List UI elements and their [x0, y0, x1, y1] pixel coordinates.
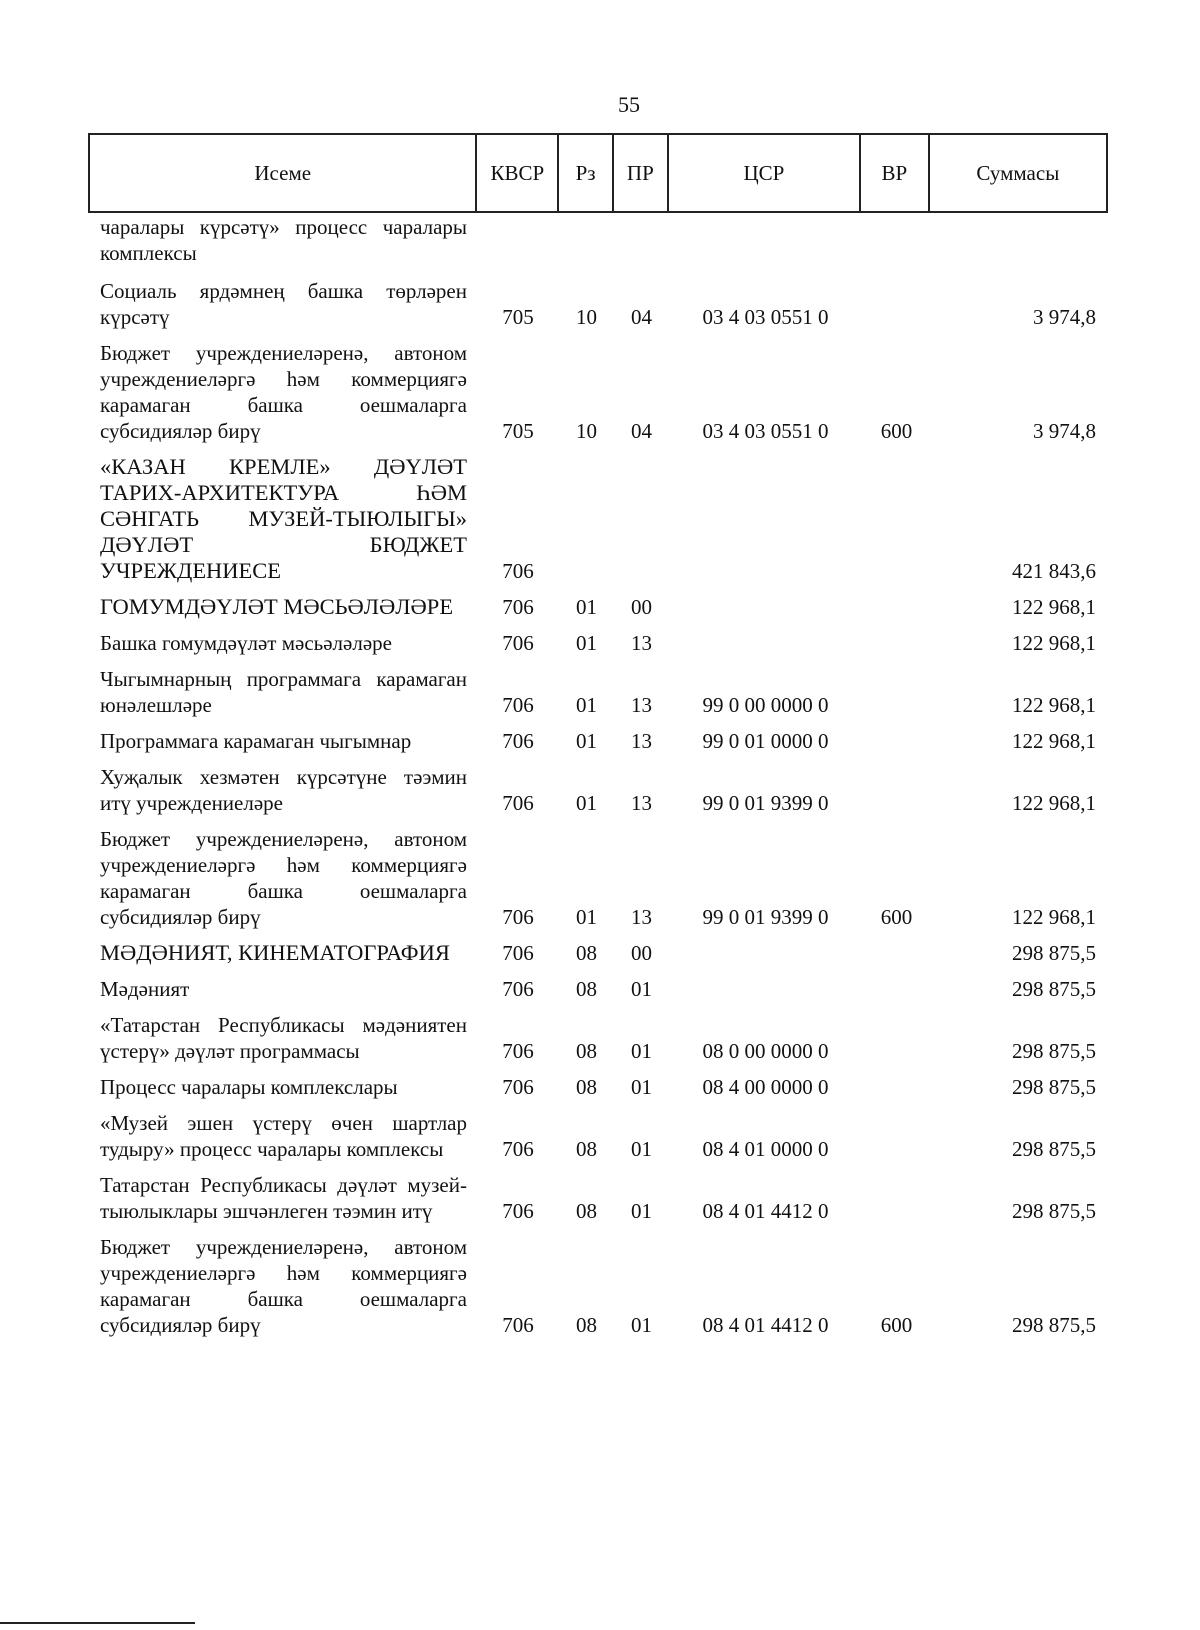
cell-name: «Музей эшен үстерү өчен шартлар тудыру» процесс чаралары комплексы — [100, 1111, 467, 1161]
cell-csr: 03 4 03 0551 0 — [702, 305, 829, 329]
cell-sum: 298 875,5 — [1012, 1313, 1096, 1337]
cell-name: Мәдәният — [100, 977, 190, 1001]
cell-rz: 08 — [576, 1137, 597, 1161]
cell-pr: 04 — [631, 419, 652, 443]
table-row — [88, 728, 1108, 754]
cell-csr: 08 0 00 0000 0 — [702, 1039, 829, 1063]
table-row — [88, 454, 1108, 584]
table-row — [88, 764, 1108, 816]
cell-kvsr: 706 — [502, 1313, 534, 1337]
cell-pr: 01 — [631, 977, 652, 1001]
table-row — [88, 630, 1108, 656]
cell-name: Процесс чаралары комплекслары — [100, 1075, 398, 1099]
table-row — [88, 1110, 1108, 1162]
cell-name: МӘДӘНИЯТ, КИНЕМАТОГРАФИЯ — [100, 940, 450, 965]
cell-rz: 08 — [576, 1039, 597, 1063]
table-row — [88, 976, 1108, 1002]
cell-pr: 01 — [631, 1137, 652, 1161]
cell-csr: 03 4 03 0551 0 — [702, 419, 829, 443]
header-kvsr: КВСР — [477, 135, 559, 211]
cell-name: «КАЗАН КРЕМЛЕ» ДӘҮЛӘТ ТАРИХ-АРХИТЕКТУРА ҺӘМ СӘНГАТЬ МУЗЕЙ-ТЫЮЛЫГЫ» ДӘҮЛӘТ БЮДЖЕТ УЧРЕЖДЕНИЕСЕ — [100, 454, 467, 583]
cell-pr: 13 — [631, 693, 652, 717]
cell-pr: 13 — [631, 791, 652, 815]
cell-pr: 04 — [631, 305, 652, 329]
cell-pr: 13 — [631, 631, 652, 655]
cell-rz: 01 — [576, 791, 597, 815]
table-header — [88, 133, 1108, 213]
cell-rz: 01 — [576, 905, 597, 929]
cell-vr: 600 — [880, 1313, 913, 1337]
cell-sum: 3 974,8 — [1033, 305, 1096, 329]
cell-name: Социаль ярдәмнең башка төрләрен күрсәтү — [100, 279, 467, 329]
cell-sum: 122 968,1 — [1012, 595, 1096, 619]
cell-rz: 08 — [576, 1313, 597, 1337]
cell-sum: 298 875,5 — [1012, 977, 1096, 1001]
cell-name: Башка гомумдәүләт мәсьәләләре — [100, 631, 392, 655]
table-row — [88, 1012, 1108, 1064]
cell-pr: 00 — [631, 595, 652, 619]
cell-kvsr: 706 — [502, 559, 534, 583]
cell-name: ГОМУМДӘҮЛӘТ МӘСЬӘЛӘЛӘРЕ — [100, 594, 454, 619]
cell-pr: 00 — [631, 941, 652, 965]
cell-csr: 08 4 01 4412 0 — [702, 1199, 829, 1223]
header-pr: ПР — [614, 135, 669, 211]
cell-kvsr: 706 — [502, 1075, 534, 1099]
cell-pr: 01 — [631, 1199, 652, 1223]
table-row — [88, 278, 1108, 330]
table-body — [88, 214, 1108, 1348]
table-row — [88, 1172, 1108, 1224]
cell-sum: 298 875,5 — [1012, 1039, 1096, 1063]
cell-kvsr: 706 — [502, 729, 534, 753]
cell-rz: 01 — [576, 693, 597, 717]
header-vr: ВР — [861, 135, 930, 211]
table-row — [88, 666, 1108, 718]
table-row — [88, 940, 1108, 966]
page-number: 55 — [618, 92, 640, 117]
cell-kvsr: 706 — [502, 1039, 534, 1063]
header-name: Исеме — [90, 135, 477, 211]
cell-pr: 01 — [631, 1075, 652, 1099]
cell-sum: 122 968,1 — [1012, 791, 1096, 815]
cell-rz: 08 — [576, 1199, 597, 1223]
cell-kvsr: 706 — [502, 631, 534, 655]
cell-rz: 10 — [576, 419, 597, 443]
cell-csr: 99 0 00 0000 0 — [702, 693, 829, 717]
cell-csr: 99 0 01 9399 0 — [702, 791, 829, 815]
cell-name: Бюджет учреждениеләренә, автоном учреждениеләргә һәм коммерциягә карамаган башка оешмаларга субсидияләр бирү — [100, 827, 467, 929]
cell-rz: 01 — [576, 631, 597, 655]
cell-sum: 298 875,5 — [1012, 941, 1096, 965]
cell-rz: 01 — [576, 729, 597, 753]
cell-name: чаралары күрсәтү» процесс чаралары комплексы — [100, 215, 467, 265]
cell-rz: 08 — [576, 977, 597, 1001]
header-rz: Рз — [559, 135, 614, 211]
cell-kvsr: 705 — [502, 305, 534, 329]
cell-kvsr: 706 — [502, 693, 534, 717]
cell-kvsr: 706 — [502, 977, 534, 1001]
cell-sum: 122 968,1 — [1012, 631, 1096, 655]
cell-csr: 08 4 01 0000 0 — [702, 1137, 829, 1161]
cell-rz: 10 — [576, 305, 597, 329]
cell-name: Чыгымнарның программага карамаган юнәлешләре — [100, 667, 467, 717]
cell-kvsr: 705 — [502, 419, 534, 443]
cell-sum: 3 974,8 — [1033, 419, 1096, 443]
cell-vr: 600 — [880, 905, 913, 929]
cell-csr: 08 4 01 4412 0 — [702, 1313, 829, 1337]
cell-name: Программага карамаган чыгымнар — [100, 729, 412, 753]
header-csr: ЦСР — [669, 135, 861, 211]
cell-name: Бюджет учреждениеләренә, автоном учреждениеләргә һәм коммерциягә карамаган башка оешмаларга субсидияләр бирү — [100, 1235, 467, 1337]
cell-pr: 01 — [631, 1313, 652, 1337]
cell-sum: 122 968,1 — [1012, 905, 1096, 929]
cell-sum: 298 875,5 — [1012, 1137, 1096, 1161]
cell-name: Бюджет учреждениеләренә, автоном учреждениеләргә һәм коммерциягә карамаган башка оешмаларга субсидияләр бирү — [100, 341, 467, 443]
cell-csr: 99 0 01 0000 0 — [702, 729, 829, 753]
cell-rz: 08 — [576, 941, 597, 965]
table-row — [88, 1234, 1108, 1338]
cell-kvsr: 706 — [502, 941, 534, 965]
cell-sum: 298 875,5 — [1012, 1075, 1096, 1099]
cell-kvsr: 706 — [502, 1137, 534, 1161]
footnote-divider — [0, 1622, 195, 1624]
cell-vr: 600 — [880, 419, 913, 443]
cell-kvsr: 706 — [502, 1199, 534, 1223]
table-row — [88, 214, 1108, 266]
cell-pr: 13 — [631, 729, 652, 753]
header-sum: Суммасы — [976, 160, 1060, 185]
cell-name: Татарстан Республикасы дәүләт музей-тыюлыклары эшчәнлеген тәэмин итү — [100, 1173, 467, 1223]
table-row — [88, 826, 1108, 930]
cell-name: «Татарстан Республикасы мәдәниятен үстерү» дәүләт программасы — [100, 1013, 467, 1063]
cell-rz: 08 — [576, 1075, 597, 1099]
cell-sum: 122 968,1 — [1012, 693, 1096, 717]
table-row — [88, 594, 1108, 620]
cell-name: Хуҗалык хезмәтен күрсәтүне тәэмин итү учреждениеләре — [100, 765, 467, 815]
cell-kvsr: 706 — [502, 791, 534, 815]
cell-kvsr: 706 — [502, 905, 534, 929]
cell-csr: 99 0 01 9399 0 — [702, 905, 829, 929]
cell-sum: 421 843,6 — [1012, 559, 1096, 583]
cell-pr: 01 — [631, 1039, 652, 1063]
table-row — [88, 340, 1108, 444]
cell-kvsr: 706 — [502, 595, 534, 619]
cell-rz: 01 — [576, 595, 597, 619]
cell-pr: 13 — [631, 905, 652, 929]
cell-sum: 298 875,5 — [1012, 1199, 1096, 1223]
cell-csr: 08 4 00 0000 0 — [702, 1075, 829, 1099]
table-row — [88, 1074, 1108, 1100]
cell-sum: 122 968,1 — [1012, 729, 1096, 753]
